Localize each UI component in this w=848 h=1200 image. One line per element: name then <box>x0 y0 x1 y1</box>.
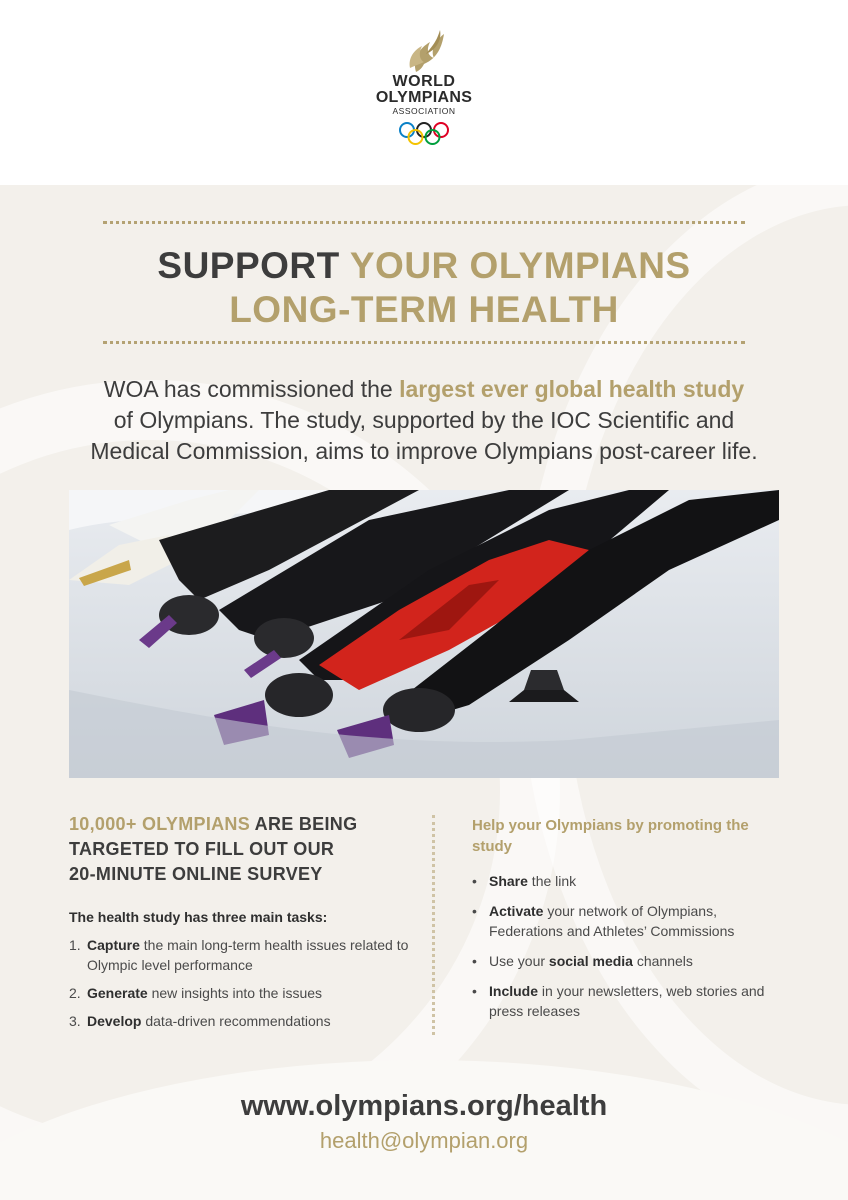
promote-pre: Use your <box>489 953 549 969</box>
promote-post: your network of Olympians, Federations and Athletes’ Commissions <box>489 903 735 939</box>
speed-skating-photo <box>69 490 779 778</box>
bullet-dot: • <box>472 983 477 999</box>
survey-headline-rest: ARE BEING <box>250 814 358 834</box>
task-bold: Generate <box>87 985 148 1001</box>
promote-item <box>472 871 772 891</box>
intro-text-2: of Olympians. The study, supported by the IOC Scientific and <box>113 407 735 433</box>
promote-bold: Activate <box>489 903 544 919</box>
olympic-rings-icon <box>397 121 451 147</box>
website-link[interactable]: www.olympians.org/health <box>240 1090 608 1122</box>
task-bold: Capture <box>87 937 140 953</box>
headline-your-olympians: YOUR OLYMPIANS <box>349 245 691 286</box>
intro-paragraph <box>50 374 798 467</box>
headline-long-term-health: LONG-TERM HEALTH <box>229 289 619 330</box>
survey-info-column <box>69 812 419 1031</box>
task-item <box>69 983 419 1003</box>
promote-bold: Include <box>489 983 539 999</box>
promote-title: Help your Olympians by promoting the study <box>472 817 749 855</box>
intro-highlight: largest ever global health study <box>399 376 745 402</box>
divider-bottom <box>103 341 745 344</box>
task-text: the main long-term health issues related to Olympic level performance <box>87 937 409 973</box>
logo-text-world: WORLD <box>392 73 456 90</box>
email-link[interactable]: health@olympian.org <box>319 1128 529 1153</box>
promote-bold: social media <box>548 953 633 969</box>
intro-text-1: WOA has commissioned the <box>103 376 400 402</box>
headline <box>0 244 848 332</box>
promote-post: in your newsletters, web stories and press releases <box>489 983 765 1019</box>
intro-text-3: Medical Commission, aims to improve Olympians post-career life. <box>90 438 758 464</box>
torch-flame-icon <box>402 28 446 74</box>
task-bold: Develop <box>87 1013 142 1029</box>
survey-headline <box>69 812 419 887</box>
task-item <box>69 935 419 975</box>
column-divider <box>432 815 435 1035</box>
promote-post: the link <box>527 873 577 889</box>
headline-support: SUPPORT <box>157 245 350 286</box>
bullet-dot: • <box>472 953 477 969</box>
logo-text-association: ASSOCIATION <box>392 106 456 116</box>
survey-headline-line3: 20-MINUTE ONLINE SURVEY <box>69 864 323 884</box>
promote-post: channels <box>632 953 693 969</box>
skaters-illustration <box>69 490 779 778</box>
woa-logo <box>334 28 514 158</box>
task-number: 1. <box>69 937 81 953</box>
logo-text-olympians: OLYMPIANS <box>375 89 473 106</box>
survey-headline-line2: TARGETED TO FILL OUT OUR <box>69 839 335 859</box>
promote-item <box>472 951 772 971</box>
tasks-title: The health study has three main tasks: <box>69 909 328 925</box>
task-text: data-driven recommendations <box>141 1013 331 1029</box>
promote-column <box>472 815 772 1021</box>
task-number: 3. <box>69 1013 81 1029</box>
task-item <box>69 1011 419 1031</box>
task-text: new insights into the issues <box>147 985 323 1001</box>
promote-bold: Share <box>489 873 528 889</box>
promote-item <box>472 901 772 941</box>
bullet-dot: • <box>472 903 477 919</box>
survey-headline-gold: 10,000+ OLYMPIANS <box>69 814 251 834</box>
task-number: 2. <box>69 985 81 1001</box>
bullet-dot: • <box>472 873 477 889</box>
promote-item <box>472 981 772 1021</box>
divider-top <box>103 221 745 224</box>
